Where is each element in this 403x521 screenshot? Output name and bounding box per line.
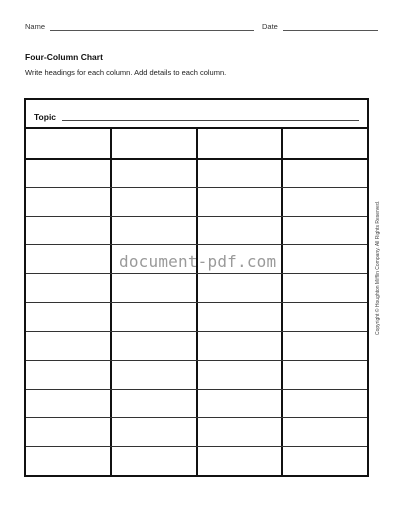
topic-field-line[interactable] <box>62 120 359 121</box>
topic-label: Topic <box>34 112 57 122</box>
copyright-notice: Copyright © Houghton Mifflin Company. All Rights Reserved. <box>375 200 381 335</box>
row-divider <box>26 446 367 447</box>
row-divider <box>26 360 367 361</box>
watermark: document-pdf.com <box>119 252 277 271</box>
instructions: Write headings for each column. Add details to each column. <box>25 68 227 77</box>
date-field-line[interactable] <box>283 30 378 31</box>
row-divider <box>26 187 367 188</box>
row-divider <box>26 216 367 217</box>
row-divider <box>26 302 367 303</box>
row-divider <box>26 273 367 274</box>
name-label: Name <box>25 22 46 31</box>
date-label: Date <box>262 22 278 31</box>
chart-grid <box>26 129 367 475</box>
row-divider <box>26 417 367 418</box>
topic-row <box>26 100 367 129</box>
header-row-divider <box>26 158 367 160</box>
page-title: Four-Column Chart <box>25 52 103 62</box>
row-divider <box>26 244 367 245</box>
row-divider <box>26 389 367 390</box>
four-column-chart <box>24 98 369 477</box>
row-divider <box>26 331 367 332</box>
name-field-line[interactable] <box>50 30 254 31</box>
